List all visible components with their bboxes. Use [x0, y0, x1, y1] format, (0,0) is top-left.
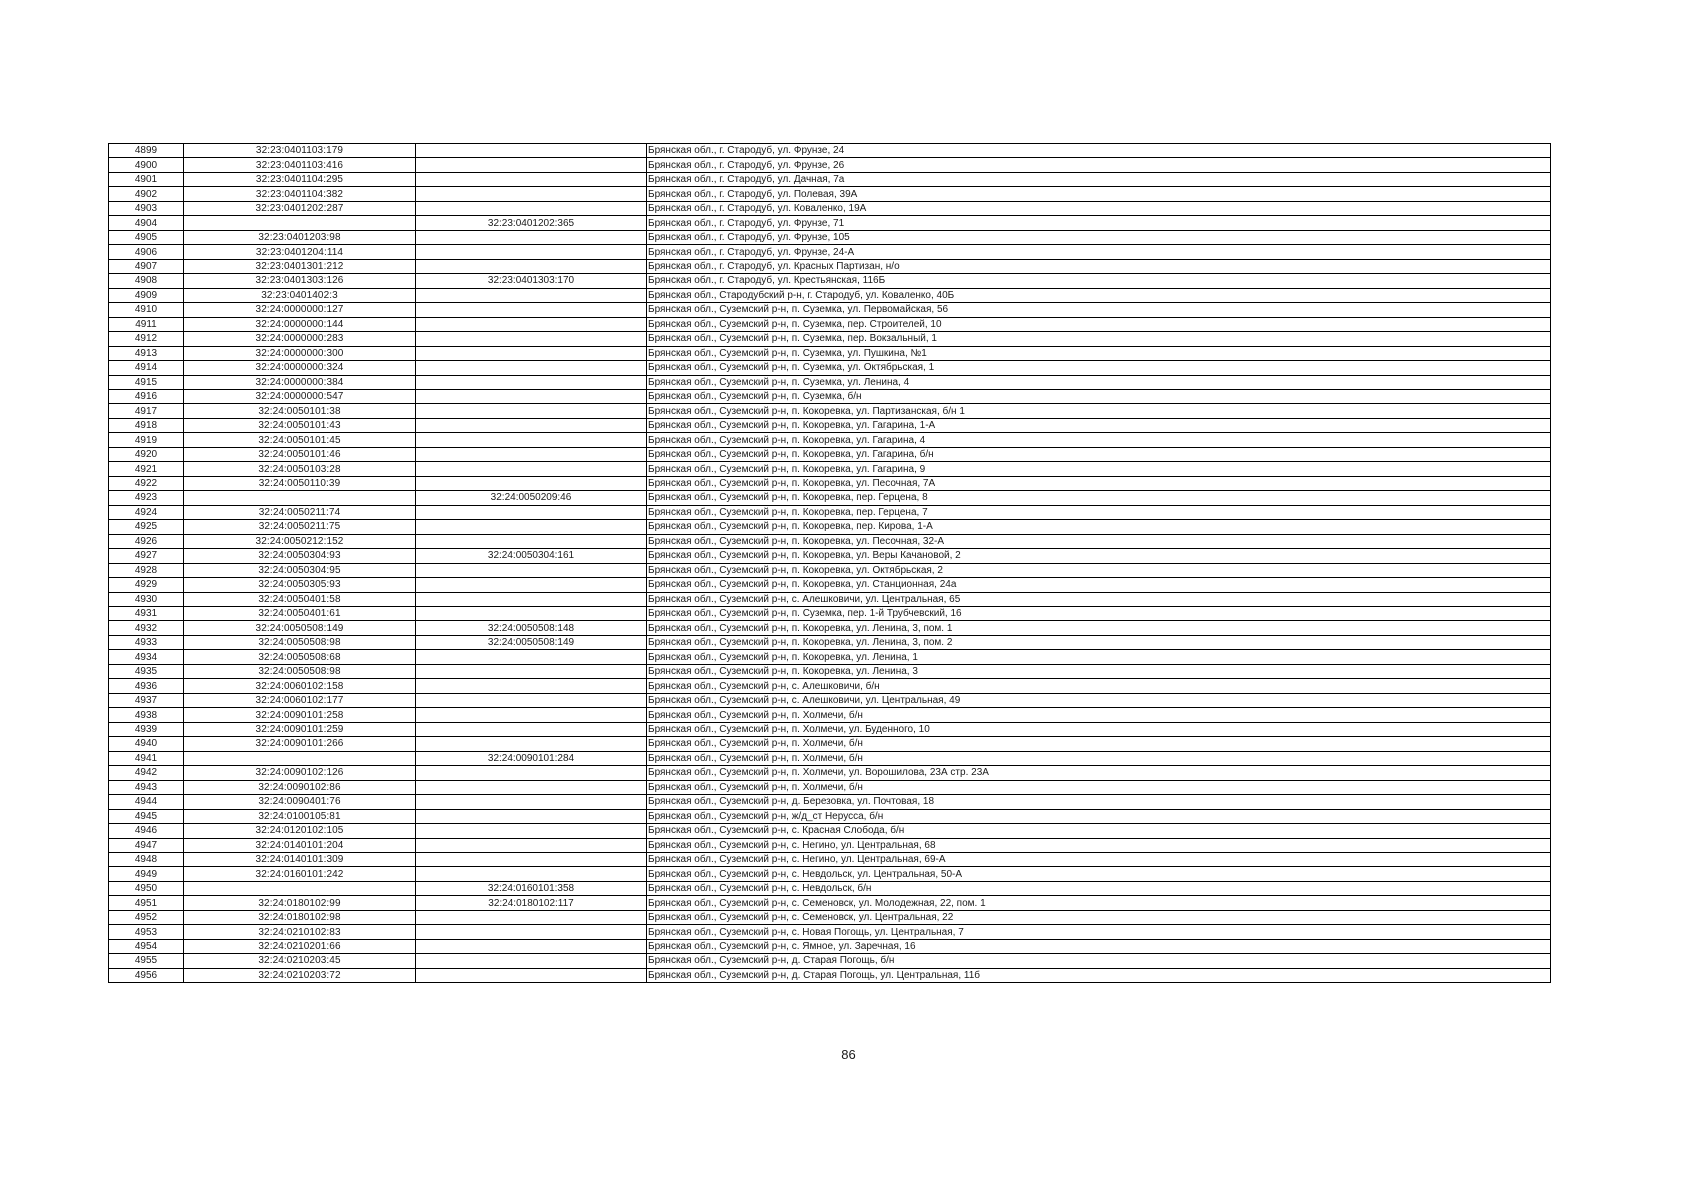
row-number-cell: 4954 — [109, 939, 184, 953]
table-row — [109, 274, 1551, 288]
row-number-cell: 4952 — [109, 910, 184, 924]
cadastral-number-cell: 32:24:0050212:152 — [184, 534, 416, 548]
cadastral-number-cell: 32:24:0050508:98 — [184, 664, 416, 678]
row-number-cell: 4899 — [109, 144, 184, 158]
address-cell: Брянская обл., Суземский р-н, п. Кокоревка, ул. Ленина, 3, пом. 1 — [647, 621, 1551, 635]
related-cadastral-number-cell — [416, 361, 647, 375]
table-row — [109, 954, 1551, 968]
table-row — [109, 563, 1551, 577]
cadastral-number-cell: 32:23:0401104:382 — [184, 187, 416, 201]
address-cell: Брянская обл., Стародубский р-н, г. Стародуб, ул. Коваленко, 40Б — [647, 288, 1551, 302]
table-row — [109, 172, 1551, 186]
cadastral-number-cell: 32:24:0050211:75 — [184, 520, 416, 534]
table-row — [109, 259, 1551, 273]
address-cell: Брянская обл., Суземский р-н, п. Суземка, пер. Строителей, 10 — [647, 317, 1551, 331]
cadastral-number-cell: 32:24:0000000:324 — [184, 361, 416, 375]
address-cell: Брянская обл., Суземский р-н, п. Холмечи, б/н — [647, 751, 1551, 765]
address-cell: Брянская обл., Суземский р-н, п. Кокоревка, ул. Веры Качановой, 2 — [647, 549, 1551, 563]
related-cadastral-number-cell — [416, 418, 647, 432]
address-cell: Брянская обл., Суземский р-н, с. Алешковичи, ул. Центральная, 49 — [647, 693, 1551, 707]
row-number-cell: 4942 — [109, 766, 184, 780]
related-cadastral-number-cell — [416, 664, 647, 678]
table-row — [109, 520, 1551, 534]
row-number-cell: 4928 — [109, 563, 184, 577]
table-row — [109, 317, 1551, 331]
row-number-cell: 4903 — [109, 201, 184, 215]
table-row — [109, 809, 1551, 823]
related-cadastral-number-cell — [416, 389, 647, 403]
address-cell: Брянская обл., г. Стародуб, ул. Фрунзе, 71 — [647, 216, 1551, 230]
address-cell: Брянская обл., Суземский р-н, п. Холмечи, ул. Ворошилова, 23А стр. 23А — [647, 766, 1551, 780]
row-number-cell: 4923 — [109, 491, 184, 505]
address-cell: Брянская обл., Суземский р-н, п. Кокоревка, ул. Гагарина, б/н — [647, 447, 1551, 461]
row-number-cell: 4932 — [109, 621, 184, 635]
row-number-cell: 4907 — [109, 259, 184, 273]
related-cadastral-number-cell — [416, 867, 647, 881]
table-row — [109, 896, 1551, 910]
address-cell: Брянская обл., Суземский р-н, с. Невдольск, б/н — [647, 881, 1551, 895]
row-number-cell: 4917 — [109, 404, 184, 418]
table-row — [109, 476, 1551, 490]
related-cadastral-number-cell — [416, 780, 647, 794]
row-number-cell: 4934 — [109, 650, 184, 664]
address-cell: Брянская обл., г. Стародуб, ул. Полевая, 39А — [647, 187, 1551, 201]
address-cell: Брянская обл., Суземский р-н, п. Кокоревка, ул. Октябрьская, 2 — [647, 563, 1551, 577]
cadastral-number-cell: 32:24:0210203:45 — [184, 954, 416, 968]
related-cadastral-number-cell: 32:24:0160101:358 — [416, 881, 647, 895]
row-number-cell: 4936 — [109, 679, 184, 693]
table-row — [109, 491, 1551, 505]
cadastral-number-cell: 32:24:0050101:38 — [184, 404, 416, 418]
address-cell: Брянская обл., Суземский р-н, п. Кокоревка, ул. Ленина, 3, пом. 2 — [647, 635, 1551, 649]
related-cadastral-number-cell — [416, 968, 647, 982]
address-cell: Брянская обл., Суземский р-н, с. Алешковичи, ул. Центральная, 65 — [647, 592, 1551, 606]
row-number-cell: 4912 — [109, 332, 184, 346]
address-cell: Брянская обл., Суземский р-н, п. Кокоревка, ул. Партизанская, б/н 1 — [647, 404, 1551, 418]
table-row — [109, 968, 1551, 982]
cadastral-number-cell: 32:24:0180102:99 — [184, 896, 416, 910]
table-row — [109, 288, 1551, 302]
cadastral-number-cell: 32:23:0401103:179 — [184, 144, 416, 158]
cadastral-number-cell: 32:24:0090101:259 — [184, 722, 416, 736]
row-number-cell: 4902 — [109, 187, 184, 201]
related-cadastral-number-cell — [416, 809, 647, 823]
cadastral-number-cell: 32:24:0000000:547 — [184, 389, 416, 403]
cadastral-number-cell: 32:24:0140101:204 — [184, 838, 416, 852]
address-cell: Брянская обл., Суземский р-н, с. Семеновск, ул. Молодежная, 22, пом. 1 — [647, 896, 1551, 910]
cadastral-number-cell: 32:24:0090401:76 — [184, 795, 416, 809]
related-cadastral-number-cell — [416, 607, 647, 621]
address-cell: Брянская обл., Суземский р-н, п. Суземка, ул. Пушкина, №1 — [647, 346, 1551, 360]
row-number-cell: 4951 — [109, 896, 184, 910]
row-number-cell: 4940 — [109, 737, 184, 751]
related-cadastral-number-cell — [416, 447, 647, 461]
address-cell: Брянская обл., г. Стародуб, ул. Фрунзе, 26 — [647, 158, 1551, 172]
related-cadastral-number-cell — [416, 172, 647, 186]
cadastral-number-cell: 32:24:0050110:39 — [184, 476, 416, 490]
row-number-cell: 4949 — [109, 867, 184, 881]
address-cell: Брянская обл., Суземский р-н, п. Кокоревка, ул. Гагарина, 4 — [647, 433, 1551, 447]
cadastral-number-cell: 32:24:0090102:126 — [184, 766, 416, 780]
address-cell: Брянская обл., Суземский р-н, п. Суземка, ул. Первомайская, 56 — [647, 303, 1551, 317]
table-row — [109, 404, 1551, 418]
row-number-cell: 4937 — [109, 693, 184, 707]
row-number-cell: 4955 — [109, 954, 184, 968]
related-cadastral-number-cell — [416, 433, 647, 447]
row-number-cell: 4948 — [109, 852, 184, 866]
related-cadastral-number-cell — [416, 317, 647, 331]
cadastral-number-cell: 32:24:0050101:46 — [184, 447, 416, 461]
cadastral-number-cell: 32:23:0401103:416 — [184, 158, 416, 172]
table-row — [109, 824, 1551, 838]
cadastral-number-cell: 32:24:0120102:105 — [184, 824, 416, 838]
row-number-cell: 4927 — [109, 549, 184, 563]
row-number-cell: 4915 — [109, 375, 184, 389]
address-cell: Брянская обл., Суземский р-н, с. Негино, ул. Центральная, 69-А — [647, 852, 1551, 866]
row-number-cell: 4900 — [109, 158, 184, 172]
related-cadastral-number-cell — [416, 303, 647, 317]
row-number-cell: 4950 — [109, 881, 184, 895]
address-cell: Брянская обл., Суземский р-н, с. Новая Погощь, ул. Центральная, 7 — [647, 925, 1551, 939]
cadastral-number-cell: 32:24:0000000:384 — [184, 375, 416, 389]
table-row — [109, 346, 1551, 360]
cadastral-number-cell: 32:24:0050508:98 — [184, 635, 416, 649]
related-cadastral-number-cell — [416, 144, 647, 158]
table-body — [109, 144, 1551, 983]
related-cadastral-number-cell — [416, 693, 647, 707]
cadastral-number-cell: 32:23:0401402:3 — [184, 288, 416, 302]
related-cadastral-number-cell — [416, 534, 647, 548]
related-cadastral-number-cell — [416, 476, 647, 490]
cadastral-number-cell: 32:24:0060102:177 — [184, 693, 416, 707]
address-cell: Брянская обл., Суземский р-н, п. Холмечи, б/н — [647, 737, 1551, 751]
related-cadastral-number-cell — [416, 375, 647, 389]
related-cadastral-number-cell: 32:24:0050508:149 — [416, 635, 647, 649]
table-row — [109, 230, 1551, 244]
cadastral-number-cell: 32:24:0000000:300 — [184, 346, 416, 360]
address-cell: Брянская обл., Суземский р-н, п. Кокоревка, пер. Герцена, 8 — [647, 491, 1551, 505]
table-row — [109, 245, 1551, 259]
table-row — [109, 187, 1551, 201]
address-cell: Брянская обл., Суземский р-н, д. Березовка, ул. Почтовая, 18 — [647, 795, 1551, 809]
row-number-cell: 4926 — [109, 534, 184, 548]
related-cadastral-number-cell — [416, 245, 647, 259]
related-cadastral-number-cell — [416, 462, 647, 476]
related-cadastral-number-cell — [416, 722, 647, 736]
row-number-cell: 4947 — [109, 838, 184, 852]
related-cadastral-number-cell — [416, 563, 647, 577]
cadastral-number-cell: 32:24:0050103:28 — [184, 462, 416, 476]
address-cell: Брянская обл., Суземский р-н, д. Старая Погощь, б/н — [647, 954, 1551, 968]
cadastral-number-cell — [184, 216, 416, 230]
table-row — [109, 418, 1551, 432]
row-number-cell: 4913 — [109, 346, 184, 360]
related-cadastral-number-cell — [416, 332, 647, 346]
related-cadastral-number-cell — [416, 737, 647, 751]
address-cell: Брянская обл., Суземский р-н, п. Кокоревка, ул. Песочная, 7А — [647, 476, 1551, 490]
table-row — [109, 303, 1551, 317]
related-cadastral-number-cell — [416, 954, 647, 968]
related-cadastral-number-cell — [416, 824, 647, 838]
row-number-cell: 4945 — [109, 809, 184, 823]
row-number-cell: 4935 — [109, 664, 184, 678]
table-row — [109, 852, 1551, 866]
related-cadastral-number-cell — [416, 346, 647, 360]
cadastral-number-cell: 32:24:0210203:72 — [184, 968, 416, 982]
table-row — [109, 592, 1551, 606]
related-cadastral-number-cell — [416, 838, 647, 852]
related-cadastral-number-cell — [416, 679, 647, 693]
table-row — [109, 462, 1551, 476]
row-number-cell: 4909 — [109, 288, 184, 302]
table-row — [109, 679, 1551, 693]
address-cell: Брянская обл., г. Стародуб, ул. Красных Партизан, н/о — [647, 259, 1551, 273]
table-row — [109, 925, 1551, 939]
cadastral-number-cell: 32:24:0000000:127 — [184, 303, 416, 317]
row-number-cell: 4946 — [109, 824, 184, 838]
table-row — [109, 708, 1551, 722]
row-number-cell: 4929 — [109, 578, 184, 592]
row-number-cell: 4911 — [109, 317, 184, 331]
cadastral-number-cell: 32:24:0000000:144 — [184, 317, 416, 331]
cadastral-number-cell: 32:24:0160101:242 — [184, 867, 416, 881]
address-cell: Брянская обл., Суземский р-н, п. Суземка, пер. 1-й Трубчевский, 16 — [647, 607, 1551, 621]
table-row — [109, 664, 1551, 678]
related-cadastral-number-cell — [416, 708, 647, 722]
row-number-cell: 4941 — [109, 751, 184, 765]
row-number-cell: 4943 — [109, 780, 184, 794]
related-cadastral-number-cell — [416, 230, 647, 244]
cadastral-number-cell: 32:24:0050101:43 — [184, 418, 416, 432]
row-number-cell: 4918 — [109, 418, 184, 432]
address-cell: Брянская обл., Суземский р-н, п. Кокоревка, ул. Гагарина, 1-А — [647, 418, 1551, 432]
cadastral-number-cell: 32:24:0050508:149 — [184, 621, 416, 635]
cadastral-number-cell: 32:24:0050508:68 — [184, 650, 416, 664]
related-cadastral-number-cell — [416, 520, 647, 534]
related-cadastral-number-cell — [416, 578, 647, 592]
address-cell: Брянская обл., Суземский р-н, с. Алешковичи, б/н — [647, 679, 1551, 693]
address-cell: Брянская обл., г. Стародуб, ул. Фрунзе, 24 — [647, 144, 1551, 158]
row-number-cell: 4922 — [109, 476, 184, 490]
related-cadastral-number-cell — [416, 910, 647, 924]
row-number-cell: 4904 — [109, 216, 184, 230]
address-cell: Брянская обл., Суземский р-н, п. Кокоревка, ул. Гагарина, 9 — [647, 462, 1551, 476]
table-row — [109, 158, 1551, 172]
cadastral-number-cell: 32:24:0180102:98 — [184, 910, 416, 924]
cadastral-number-cell: 32:24:0090102:86 — [184, 780, 416, 794]
table-row — [109, 635, 1551, 649]
table-row — [109, 578, 1551, 592]
row-number-cell: 4931 — [109, 607, 184, 621]
cadastral-number-cell: 32:24:0050101:45 — [184, 433, 416, 447]
row-number-cell: 4939 — [109, 722, 184, 736]
cadastral-number-cell: 32:23:0401203:98 — [184, 230, 416, 244]
row-number-cell: 4924 — [109, 505, 184, 519]
table-row — [109, 549, 1551, 563]
cadastral-number-cell: 32:24:0210102:83 — [184, 925, 416, 939]
related-cadastral-number-cell — [416, 650, 647, 664]
address-cell: Брянская обл., Суземский р-н, п. Холмечи, б/н — [647, 780, 1551, 794]
related-cadastral-number-cell: 32:24:0050508:148 — [416, 621, 647, 635]
cadastral-number-cell — [184, 491, 416, 505]
related-cadastral-number-cell — [416, 505, 647, 519]
table-row — [109, 505, 1551, 519]
table-row — [109, 722, 1551, 736]
table-row — [109, 534, 1551, 548]
registry-table — [108, 143, 1551, 983]
row-number-cell: 4953 — [109, 925, 184, 939]
cadastral-number-cell: 32:24:0050401:61 — [184, 607, 416, 621]
address-cell: Брянская обл., Суземский р-н, ж/д_ст Нерусса, б/н — [647, 809, 1551, 823]
related-cadastral-number-cell — [416, 404, 647, 418]
table-row — [109, 766, 1551, 780]
related-cadastral-number-cell — [416, 158, 647, 172]
table-row — [109, 447, 1551, 461]
address-cell: Брянская обл., Суземский р-н, п. Кокоревка, ул. Песочная, 32-А — [647, 534, 1551, 548]
related-cadastral-number-cell — [416, 259, 647, 273]
table-row — [109, 910, 1551, 924]
table-row — [109, 607, 1551, 621]
table-row — [109, 693, 1551, 707]
row-number-cell: 4908 — [109, 274, 184, 288]
row-number-cell: 4956 — [109, 968, 184, 982]
page-number: 86 — [841, 1047, 856, 1062]
table-row — [109, 650, 1551, 664]
related-cadastral-number-cell — [416, 939, 647, 953]
cadastral-number-cell: 32:24:0100105:81 — [184, 809, 416, 823]
row-number-cell: 4914 — [109, 361, 184, 375]
table-row — [109, 389, 1551, 403]
table-row — [109, 751, 1551, 765]
related-cadastral-number-cell: 32:23:0401202:365 — [416, 216, 647, 230]
related-cadastral-number-cell — [416, 288, 647, 302]
related-cadastral-number-cell: 32:24:0090101:284 — [416, 751, 647, 765]
table-row — [109, 621, 1551, 635]
address-cell: Брянская обл., Суземский р-н, с. Семеновск, ул. Центральная, 22 — [647, 910, 1551, 924]
related-cadastral-number-cell: 32:24:0050209:46 — [416, 491, 647, 505]
table-row — [109, 737, 1551, 751]
address-cell: Брянская обл., г. Стародуб, ул. Фрунзе, 105 — [647, 230, 1551, 244]
address-cell: Брянская обл., Суземский р-н, п. Кокоревка, пер. Кирова, 1-А — [647, 520, 1551, 534]
table-row — [109, 881, 1551, 895]
table-row — [109, 795, 1551, 809]
cadastral-number-cell: 32:24:0000000:283 — [184, 332, 416, 346]
cadastral-number-cell: 32:24:0210201:66 — [184, 939, 416, 953]
address-cell: Брянская обл., г. Стародуб, ул. Фрунзе, 24-А — [647, 245, 1551, 259]
row-number-cell: 4933 — [109, 635, 184, 649]
row-number-cell: 4916 — [109, 389, 184, 403]
address-cell: Брянская обл., Суземский р-н, п. Суземка, ул. Октябрьская, 1 — [647, 361, 1551, 375]
cadastral-number-cell: 32:24:0050304:95 — [184, 563, 416, 577]
address-cell: Брянская обл., г. Стародуб, ул. Коваленко, 19А — [647, 201, 1551, 215]
address-cell: Брянская обл., Суземский р-н, п. Суземка, ул. Ленина, 4 — [647, 375, 1551, 389]
row-number-cell: 4938 — [109, 708, 184, 722]
address-cell: Брянская обл., г. Стародуб, ул. Крестьянская, 116Б — [647, 274, 1551, 288]
row-number-cell: 4906 — [109, 245, 184, 259]
table-row — [109, 361, 1551, 375]
address-cell: Брянская обл., г. Стародуб, ул. Дачная, 7а — [647, 172, 1551, 186]
table-row — [109, 939, 1551, 953]
cadastral-number-cell: 32:23:0401303:126 — [184, 274, 416, 288]
address-cell: Брянская обл., Суземский р-н, д. Старая Погощь, ул. Центральная, 11б — [647, 968, 1551, 982]
address-cell: Брянская обл., Суземский р-н, п. Кокоревка, ул. Ленина, 3 — [647, 664, 1551, 678]
related-cadastral-number-cell — [416, 201, 647, 215]
related-cadastral-number-cell — [416, 795, 647, 809]
related-cadastral-number-cell — [416, 592, 647, 606]
address-cell: Брянская обл., Суземский р-н, п. Кокоревка, ул. Станционная, 24а — [647, 578, 1551, 592]
row-number-cell: 4905 — [109, 230, 184, 244]
cadastral-number-cell — [184, 881, 416, 895]
address-cell: Брянская обл., Суземский р-н, п. Суземка, пер. Вокзальный, 1 — [647, 332, 1551, 346]
cadastral-number-cell — [184, 751, 416, 765]
table-row — [109, 867, 1551, 881]
table-row — [109, 216, 1551, 230]
cadastral-number-cell: 32:24:0050304:93 — [184, 549, 416, 563]
table-row — [109, 144, 1551, 158]
row-number-cell: 4919 — [109, 433, 184, 447]
cadastral-number-cell: 32:24:0140101:309 — [184, 852, 416, 866]
cadastral-number-cell: 32:24:0050401:58 — [184, 592, 416, 606]
row-number-cell: 4910 — [109, 303, 184, 317]
row-number-cell: 4901 — [109, 172, 184, 186]
related-cadastral-number-cell: 32:24:0180102:117 — [416, 896, 647, 910]
address-cell: Брянская обл., Суземский р-н, с. Негино, ул. Центральная, 68 — [647, 838, 1551, 852]
related-cadastral-number-cell: 32:23:0401303:170 — [416, 274, 647, 288]
cadastral-number-cell: 32:23:0401204:114 — [184, 245, 416, 259]
row-number-cell: 4944 — [109, 795, 184, 809]
table-row — [109, 780, 1551, 794]
cadastral-number-cell: 32:23:0401301:212 — [184, 259, 416, 273]
cadastral-number-cell: 32:24:0050305:93 — [184, 578, 416, 592]
address-cell: Брянская обл., Суземский р-н, с. Ямное, ул. Заречная, 16 — [647, 939, 1551, 953]
cadastral-number-cell: 32:24:0060102:158 — [184, 679, 416, 693]
cadastral-number-cell: 32:23:0401202:287 — [184, 201, 416, 215]
address-cell: Брянская обл., Суземский р-н, п. Кокоревка, ул. Ленина, 1 — [647, 650, 1551, 664]
related-cadastral-number-cell — [416, 187, 647, 201]
table-row — [109, 433, 1551, 447]
cadastral-number-cell: 32:23:0401104:295 — [184, 172, 416, 186]
table-row — [109, 375, 1551, 389]
address-cell: Брянская обл., Суземский р-н, с. Невдольск, ул. Центральная, 50-А — [647, 867, 1551, 881]
table-row — [109, 201, 1551, 215]
table-row — [109, 838, 1551, 852]
table-row — [109, 332, 1551, 346]
address-cell: Брянская обл., Суземский р-н, п. Холмечи, б/н — [647, 708, 1551, 722]
row-number-cell: 4930 — [109, 592, 184, 606]
address-cell: Брянская обл., Суземский р-н, п. Суземка, б/н — [647, 389, 1551, 403]
row-number-cell: 4920 — [109, 447, 184, 461]
cadastral-number-cell: 32:24:0090101:266 — [184, 737, 416, 751]
related-cadastral-number-cell — [416, 925, 647, 939]
related-cadastral-number-cell — [416, 766, 647, 780]
address-cell: Брянская обл., Суземский р-н, с. Красная Слобода, б/н — [647, 824, 1551, 838]
related-cadastral-number-cell: 32:24:0050304:161 — [416, 549, 647, 563]
related-cadastral-number-cell — [416, 852, 647, 866]
address-cell: Брянская обл., Суземский р-н, п. Кокоревка, пер. Герцена, 7 — [647, 505, 1551, 519]
row-number-cell: 4925 — [109, 520, 184, 534]
cadastral-number-cell: 32:24:0050211:74 — [184, 505, 416, 519]
row-number-cell: 4921 — [109, 462, 184, 476]
cadastral-number-cell: 32:24:0090101:258 — [184, 708, 416, 722]
address-cell: Брянская обл., Суземский р-н, п. Холмечи, ул. Буденного, 10 — [647, 722, 1551, 736]
